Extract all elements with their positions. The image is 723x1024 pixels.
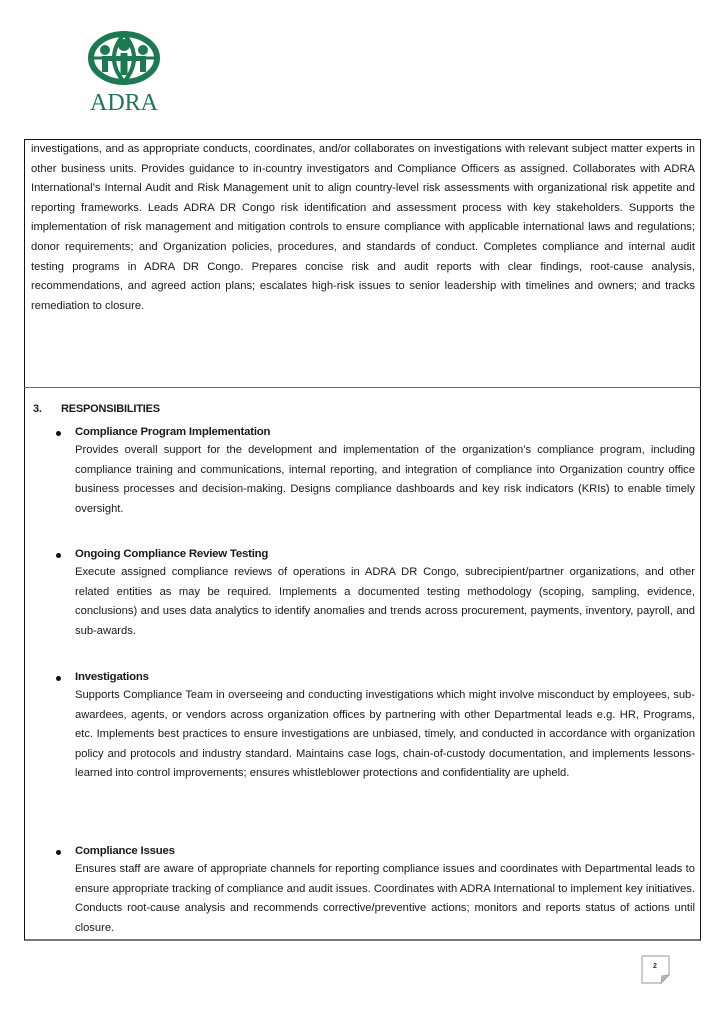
- section-heading: [33, 403, 160, 415]
- page-number-badge: [641, 955, 674, 988]
- logo-wordmark: ADRA: [89, 90, 158, 116]
- section-number: 3.: [33, 403, 42, 415]
- section-divider: [24, 387, 701, 388]
- item-heading: Investigations: [75, 671, 149, 683]
- item-body: Provides overall support for the development and implementation of the organization’s compliance program, including compliance training and communications, internal reporting, and integration of compliance into Organization country office business processes and decision-making. Designs compliance dashboards and key risk indicators (KRIs) to enable timely oversight.: [75, 444, 695, 515]
- page-number: 2: [653, 963, 657, 970]
- responsibility-item: [75, 669, 695, 784]
- bullet-icon: [56, 553, 61, 558]
- bullet-icon: [56, 676, 61, 681]
- responsibility-item: [75, 546, 695, 641]
- adra-globe-icon: [74, 28, 174, 88]
- bullet-icon: [56, 431, 61, 436]
- item-heading: Compliance Issues: [75, 845, 175, 857]
- bullet-icon: [56, 850, 61, 855]
- responsibility-item: [75, 843, 695, 938]
- item-heading: Compliance Program Implementation: [75, 426, 271, 438]
- responsibility-item: [75, 424, 695, 519]
- adra-logo: [74, 28, 174, 128]
- item-heading: Ongoing Compliance Review Testing: [75, 548, 269, 560]
- intro-paragraph: investigations, and as appropriate conducts, coordinates, and/or collaborates on investigations with relevant subject matter experts in other business units. Provides guidance to in-country investigators and Compliance Officers as assigned. Collaborates with ADRA International’s Internal Audit and Risk Management unit to align country-level risk assessments with organizational risk appetite and reporting frameworks. Leads ADRA DR Congo risk identification and assessment process with key stakeholders. Supports the implementation of risk management and mitigation controls to ensure compliance with applicable international laws and regulations; donor requirements; and Organization policies, procedures, and standards of conduct. Completes compliance and internal audit testing programs in ADRA DR Congo. Prepares concise risk and audit reports with clear findings, root-cause analysis, recommendations, and agreed action plans; escalates high-risk issues to senior leadership with timelines and owners; and tracks remediation to closure.: [31, 143, 695, 312]
- item-body: Supports Compliance Team in overseeing and conducting investigations which might involve misconduct by employees, sub-awardees, agents, or vendors across organization offices by partnering with other Departmental leads e.g. HR, Programs, etc. Implements best practices to ensure investigations are unbiased, timely, and conducted in accordance with organization policy and protocols and industry standard. Maintains case logs, chain-of-custody documentation, and implements lessons-learned into control improvements; ensures whistleblower protections and confidentiality are upheld.: [75, 689, 695, 780]
- item-body: Execute assigned compliance reviews of operations in ADRA DR Congo, subrecipient/partner organizations, and other related entities as may be required. Implements a documented testing methodology (scoping, sampling, evidence, conclusions) and uses data analytics to identify anomalies and trends across procurement, payments, inventory, payroll, and sub-awards.: [75, 566, 695, 637]
- section-title: RESPONSIBILITIES: [61, 403, 160, 415]
- folded-page-icon: [641, 955, 674, 988]
- item-body: Ensures staff are aware of appropriate channels for reporting compliance issues and coordinates with Departmental leads to ensure appropriate tracking of compliance and audit issues. Coordinates with ADRA International to implement key initiatives. Conducts root-cause analysis and recommends corrective/preventive actions; monitors and reports status of actions until closure.: [75, 863, 695, 934]
